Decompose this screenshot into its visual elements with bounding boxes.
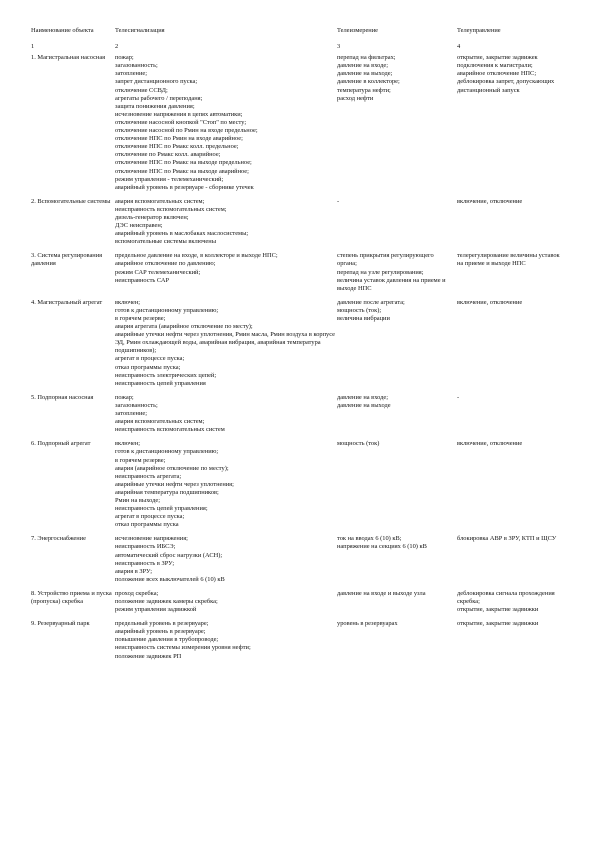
signal-item: включен;: [115, 298, 141, 306]
signal-item: режим управления - телемеханический;: [115, 175, 224, 183]
control-list-cell: [457, 198, 562, 253]
control-item: -: [457, 393, 460, 401]
object-name: 3. Система регулирования давления: [31, 252, 103, 268]
table-row: [31, 54, 562, 198]
signal-item: готов к дистанционному управлению;: [115, 448, 219, 456]
signal-item: аварийная температура подшипников;: [115, 488, 219, 496]
telemechanics-table: [31, 27, 562, 667]
signal-item: аварийное отключение по давлению;: [115, 260, 216, 268]
control-list-cell: [457, 535, 562, 590]
control-list-cell: [457, 299, 562, 394]
signal-item: отключение НПС по Рмакс на выходе предельное;: [115, 159, 252, 167]
measure-item: мощность (ток);: [337, 306, 382, 314]
object-name: 7. Энергоснабжение: [31, 535, 86, 543]
signal-item: отключение ССВД;: [115, 86, 168, 94]
object-name: 2. Вспомогательные системы: [31, 197, 111, 205]
measure-item: величина вибрации: [337, 315, 390, 322]
signal-item: отключение НПС по Рмин на входе аварийное;: [115, 135, 243, 143]
measure-item: давление на выходе;: [337, 70, 393, 78]
signal-item: неисправность САР: [115, 276, 170, 284]
control-item: деблокировка сигнала прохождения скребка;: [457, 589, 555, 605]
measure-item: давление на входе и выходе узла: [337, 589, 426, 597]
control-item: телерегулирование величины уставок на приеме и выходе НПС: [457, 252, 560, 268]
signal-item: аварийный уровень в маслобаках маслосистемы;: [115, 230, 249, 238]
table-row: [31, 440, 562, 535]
measure-item: давление после агрегата;: [337, 298, 405, 306]
signal-item: вспомогательные системы включены: [115, 238, 216, 246]
object-name: 4. Магистральный агрегат: [31, 298, 103, 306]
signal-item: отключение НПС по Рмакс на выходе аварийное;: [115, 167, 249, 175]
measure-list-cell: [337, 54, 457, 198]
signal-item: готов к дистанционному управлению;: [115, 306, 219, 314]
signal-item: включен;: [115, 440, 141, 448]
signal-item: режим САР телемеханический;: [115, 268, 201, 276]
control-item: включение, отключение: [457, 197, 523, 205]
control-item: включение, отключение: [457, 440, 523, 448]
signal-item: отключение насосной по Рмин на входе предельное;: [115, 127, 258, 135]
measure-item: ток на вводах 6 (10) кВ;: [337, 535, 402, 543]
measure-item: величина уставок давления на приеме и выходе НПС: [337, 276, 446, 292]
header-object: Наименование объекта: [31, 27, 94, 34]
measure-item: уровень в резервуарах: [337, 620, 398, 628]
signal-item: авария в ЗРУ;: [115, 567, 153, 575]
measure-list-cell: [337, 252, 457, 298]
object-name-cell: [31, 620, 115, 666]
measure-item: мощность (ток): [337, 440, 380, 448]
measure-item: напряжение на секциях 6 (10) кВ: [337, 543, 427, 551]
table-row: [31, 299, 562, 394]
measure-item: температура нефти;: [337, 86, 391, 94]
control-item: аварийное отключение НПС;: [457, 70, 537, 78]
signal-item: положение задвижек РП: [115, 652, 182, 660]
measure-item: давление на входе;: [337, 393, 389, 401]
measure-item: расход нефти: [337, 94, 374, 102]
signal-item: отключение НПС по Рмакс колл. предельное;: [115, 143, 239, 151]
control-item: открытие, закрытие задвижек подключения к магистрали;: [457, 54, 538, 70]
table-row: [31, 394, 562, 440]
signal-item: режим управления задвижкой: [115, 606, 197, 614]
signal-list-cell: [115, 590, 337, 620]
signal-list-cell: [115, 440, 337, 535]
signal-item: загазованность;: [115, 401, 158, 409]
object-name-cell: [31, 299, 115, 394]
object-name-cell: [31, 54, 115, 198]
measure-item: степень прикрытия регулирующего органа;: [337, 252, 434, 268]
control-list-cell: [457, 252, 562, 298]
column-number: 1: [31, 43, 35, 51]
signal-list-cell: [115, 54, 337, 198]
signal-item: авария (аварийное отключение по месту);: [115, 464, 229, 472]
control-list-cell: [457, 394, 562, 440]
signal-item: аварийный уровень в резервуаре - сборнике утечек: [115, 183, 254, 191]
signal-item: затопление;: [115, 70, 147, 78]
signal-item: неисправность цепей управления: [115, 379, 206, 387]
signal-item: отключение по Рмакс колл. аварийное;: [115, 151, 221, 159]
column-number-row: [31, 43, 562, 54]
signal-item: запрет дистанционного пуска;: [115, 78, 198, 86]
signal-item: автоматический сброс нагрузки (АСН);: [115, 551, 223, 559]
header-measurement: Телеизмерение: [337, 27, 378, 34]
signal-item: неисправность в ЗРУ;: [115, 559, 175, 567]
signal-item: предельный уровень в резервуаре;: [115, 620, 209, 628]
measure-list-cell: [337, 394, 457, 440]
signal-item: авария вспомогательных систем;: [115, 418, 205, 426]
signal-item: неисправность электрических цепей;: [115, 371, 217, 379]
control-list-cell: [457, 440, 562, 535]
signal-item: положение задвижек камеры скребка;: [115, 598, 218, 605]
signal-item: аварийный уровень в резервуаре;: [115, 628, 206, 636]
table-row: [31, 535, 562, 590]
signal-item: неисправность системы измерения уровня нефти;: [115, 644, 251, 652]
signal-list-cell: [115, 299, 337, 394]
object-name: 8. Устройство приема и пуска (пропуска) скребка: [31, 589, 112, 605]
measure-item: давление на входе;: [337, 62, 389, 70]
signal-item: дизель-генератор включен;: [115, 213, 189, 221]
signal-item: исчезновение напряжения в цепях автоматики;: [115, 110, 243, 118]
control-item: деблокировка запрет, допускающих дистанционный запуск: [457, 78, 555, 94]
measure-item: давление в коллекторе;: [337, 78, 400, 86]
signal-item: предельное давление на входе, в коллекторе и выходе НПС;: [115, 252, 278, 260]
signal-item: затопление;: [115, 410, 147, 418]
signal-item: в горячем резерве;: [115, 315, 166, 322]
signal-item: повышение давления в трубопроводе;: [115, 636, 219, 644]
measure-item: перепад на фильтрах;: [337, 54, 396, 62]
signal-item: агрегат в процессе пуска;: [115, 513, 185, 521]
signal-item: отказ программы пуска;: [115, 363, 181, 371]
measure-item: перепад на узле регулирования;: [337, 268, 424, 276]
signal-item: авария агрегата (аварийное отключение по месту);: [115, 323, 253, 331]
column-number: 3: [337, 43, 341, 51]
object-name-cell: [31, 394, 115, 440]
measure-list-cell: [337, 440, 457, 535]
control-list-cell: [457, 590, 562, 620]
table-row: [31, 590, 562, 620]
control-item: включение, отключение: [457, 298, 523, 306]
signal-list-cell: [115, 394, 337, 440]
object-name-cell: [31, 252, 115, 298]
object-name-cell: [31, 198, 115, 253]
table-row: [31, 620, 562, 666]
signal-item: авария вспомогательных систем;: [115, 197, 205, 205]
object-name: 1. Магистральная насосная: [31, 54, 106, 62]
column-number: 4: [457, 43, 461, 51]
table-header-row: [31, 27, 562, 43]
measure-list-cell: [337, 620, 457, 666]
signal-item: неисправность вспомогательных систем;: [115, 205, 227, 213]
signal-list-cell: [115, 252, 337, 298]
signal-item: аварийные утечки нефти через уплотнения;: [115, 480, 234, 488]
signal-list-cell: [115, 535, 337, 590]
signal-item: Рмин на выходе;: [115, 496, 161, 504]
signal-item: агрегат в процессе пуска;: [115, 355, 185, 363]
measure-list-cell: [337, 590, 457, 620]
header-control: Телеуправление: [457, 27, 501, 34]
object-name-cell: [31, 535, 115, 590]
object-name-cell: [31, 590, 115, 620]
signal-item: ДЭС неисправен;: [115, 222, 163, 230]
signal-item: в горячем резерве;: [115, 456, 166, 464]
signal-item: положение всех выключателей 6 (10) кВ: [115, 575, 225, 583]
signal-item: проход скребка;: [115, 589, 159, 597]
header-signaling: Телесигнализация: [115, 27, 165, 34]
measure-list-cell: [337, 535, 457, 590]
signal-item: аварийные утечки нефти через уплотнения, Рмин масла, Рмин воздуха в корпусе ЭД, Рмин охлаждающей воды, аварийная вибрация, аварийная температура подшипников);: [115, 331, 335, 355]
object-name: 9. Резервуарный парк: [31, 620, 90, 628]
object-name-cell: [31, 440, 115, 535]
control-list-cell: [457, 620, 562, 666]
measure-item: давление на выходе: [337, 401, 391, 409]
control-list-cell: [457, 54, 562, 198]
signal-item: неисправность цепей управления;: [115, 505, 208, 513]
signal-item: агрегаты рабочего / переподаня;: [115, 94, 203, 102]
table-row: [31, 198, 562, 253]
signal-item: загазованность;: [115, 62, 158, 70]
signal-item: отказ программы пуска: [115, 521, 179, 529]
signal-item: пожар;: [115, 54, 134, 62]
control-item: блокировка АВР в ЗРУ, КТП и ЩСУ: [457, 535, 557, 543]
signal-list-cell: [115, 620, 337, 666]
signal-list-cell: [115, 198, 337, 253]
object-name: 5. Подпорная насосная: [31, 393, 94, 401]
control-item: открытие, закрытие задвижки: [457, 606, 539, 614]
signal-item: неисправность агрегата;: [115, 472, 182, 480]
signal-item: защита понижения давления;: [115, 102, 195, 110]
signal-item: отключение насосной кнопкой "Стоп" по месту;: [115, 118, 247, 126]
signal-item: исчезновение напряжения;: [115, 535, 188, 543]
signal-item: пожар;: [115, 393, 134, 401]
measure-list-cell: [337, 299, 457, 394]
signal-item: неисправность ИБСЭ;: [115, 543, 176, 551]
measure-item: -: [337, 197, 340, 205]
object-name: 6. Подпорный агрегат: [31, 440, 91, 448]
signal-item: неисправность вспомогательных систем: [115, 426, 225, 434]
table-row: [31, 252, 562, 298]
measure-list-cell: [337, 198, 457, 253]
control-item: открытие, закрытие задвижки: [457, 620, 539, 628]
column-number: 2: [115, 43, 119, 51]
